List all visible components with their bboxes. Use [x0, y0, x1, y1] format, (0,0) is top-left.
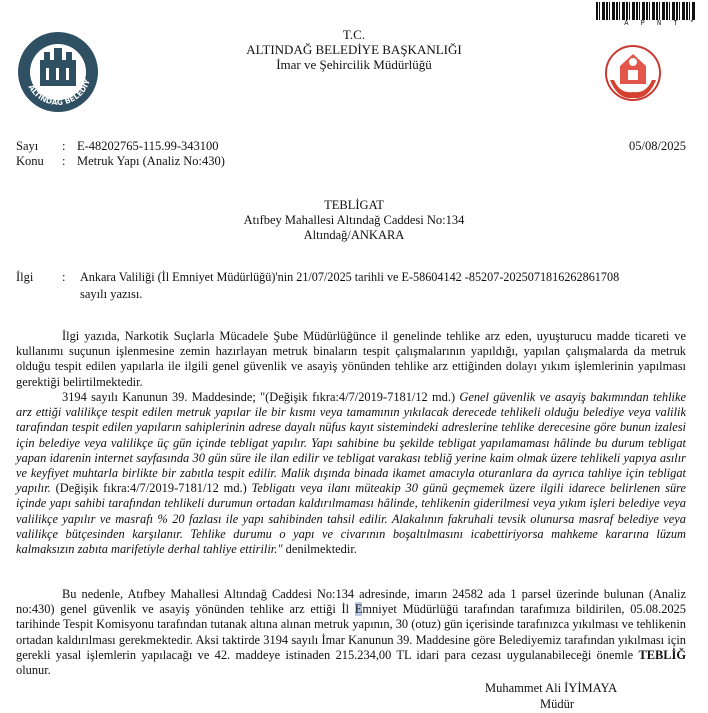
ilgi-colon: :: [62, 270, 66, 284]
signatory-title: Müdür: [540, 697, 575, 711]
konu-colon: :: [62, 154, 66, 168]
address-line-2: Altındağ/ANKARA: [303, 228, 405, 242]
address-line-1: Atıfbey Mahallesi Altındağ Caddesi No:134: [243, 213, 465, 227]
svg-text:ALTINDAĞ BELEDİYESİ: ALTINDAĞ BELEDİY: [26, 78, 92, 108]
law-quote-2: Tebligatı veya ilanı müteakip 30 günü geçmemek üzere ilgili idarece belirlenen süre içinde yapı sahibi tarafından tehlikeli durumun ortadan kaldırılmaması hâlinde, tehlikenin giderilmesi veya yıkım işleri belediye veya valilikçe yapılır ve masrafı % 20 fazlası ile yapı sahibinden tahsil edilir. Alakalının fakruhali tevsik olunursa masraf belediye veya valilikçe bütçesinden karşılanır. Tehlike durumu o yapı ve civarının boşaltılmasını icabettiriyorsa mahkeme kararına lüzum kalmaksızın zabıta marifetiyle derhal tahliye ettirilir.": [16, 481, 687, 557]
law-quote-1: Genel güvenlik ve asayiş bakımından tehlike arz ettiği valilikçe tespit edilen metruk yapılar ile bir kısmı veya tamamının yıkılacak derecede tehlikeli olduğu belediye veya valilik tarafından tespit edilen yapıların sahiplerinin adrese dayalı nüfus kayıt sistemindeki adreslerine tehlike derecesine göre bunun izalesi için belediye veya valilikçe üç gün içinde tebligat yapılır. Yapı sahibine bu şekilde tebligat yapılamaması hâlinde bu durum tebligat yapan idarenin internet sayfasında 30 gün süre ile ilan edilir ve tebligat varakası tebliğ yerine kaim olmak üzere tehlikeli yapıya asılır ve keyfiyet muhtarla birlikte bir zabıtla tespit edilir. Malik dışında binada ikamet amacıyla oturanlara da ayrıca tahliye için tebligat yapılır.: [16, 390, 686, 496]
law-amendment: (Değişik fıkra:4/7/2019-7181/12 md.): [50, 481, 252, 496]
header-tc: T.C.: [342, 27, 366, 42]
text-selection[interactable]: E: [354, 602, 363, 617]
sayi-colon: :: [62, 139, 66, 153]
decision-text-3: olunur.: [16, 663, 51, 678]
law-closing: denilmektedir.: [282, 542, 357, 557]
paragraph-3: [16, 587, 686, 678]
header-department: İmar ve Şehircilik Müdürlüğü: [276, 57, 432, 72]
ilgi-label: İlgi: [16, 270, 34, 284]
sayi-value: E-48202765-115.99-343100: [77, 139, 219, 153]
ilgi-line-2: sayılı yazısı.: [80, 287, 143, 301]
decision-text-1: Bu nedenle, Atıfbey Mahallesi Altındağ Caddesi No:134 adresinde, imarın 24582 ada 1 parsel üzerinde bulunan (Analiz no:430) genel güvenlik ve asayiş yönünden tehlike arz ettiği İl: [16, 587, 686, 617]
paragraph-1: İlgi yazıda, Narkotik Suçlarla Mücadele Şube Müdürlüğünce il genelinde tehlike arz eden, uyuşturucu madde ticareti ve kullanımı suçunun işlenmesine zemin hazırlayan metruk binaların tespit çalışmalarının yapıldığı, yapılan çalışmalarda da metruk olduğu tespit edilen yapılarla ile ilgili genel güvenlik ve asayiş yönünden tehlike arz ettiğinden dolayı yıkım işlemlerinin yapılması gerektiği belirtilmektedir.: [16, 329, 686, 389]
signatory-name: Muhammet Ali İYİMAYA: [485, 681, 618, 695]
decision-text-2: mniyet Müdürlüğü tarafından tarafımıza bildirilen, 05.08.2025 tarihinde Tespit Komisyonu tarafından tutanak altına alınan metruk yapının, 30 (otuz) gün içerisinde tarafınızca yıkılması ve tehlikenin ortadan kaldırılması gerekmektedir. Aksi taktirde 3194 sayılı İmar Kanunun 39. Maddesine göre Belediyemiz tarafından yıkılması için gerekli yasal işlemlerin yapılacağı ve 42. maddeye istinaden 215.234,00 TL idari para cezası uygulanabileceği önemle: [16, 602, 686, 662]
sayi-label: Sayı: [16, 139, 39, 153]
law-reference: 3194 sayılı Kanunun 39. Maddesinde; "(Değişik fıkra:4/7/2019-7181/12 md.): [62, 390, 460, 404]
ilgi-line-1: Ankara Valiliği (İl Emniyet Müdürlüğü)'nin 21/07/2025 tarihli ve E-58604142 -85207-2025071816262861708: [80, 270, 620, 284]
header-institution: ALTINDAĞ BELEDİYE BAŞKANLIĞI: [246, 42, 462, 57]
document-date: 05/08/2025: [629, 139, 686, 153]
barcode-text: A P N T *: [624, 20, 698, 28]
konu-label: Konu: [16, 154, 44, 168]
paragraph-2: [16, 390, 686, 557]
document-heading: TEBLİGAT: [324, 198, 384, 212]
barcode: [596, 2, 696, 20]
teblig-emphasis: TEBLİĞ: [638, 647, 686, 662]
konu-value: Metruk Yapı (Analiz No:430): [77, 154, 225, 168]
